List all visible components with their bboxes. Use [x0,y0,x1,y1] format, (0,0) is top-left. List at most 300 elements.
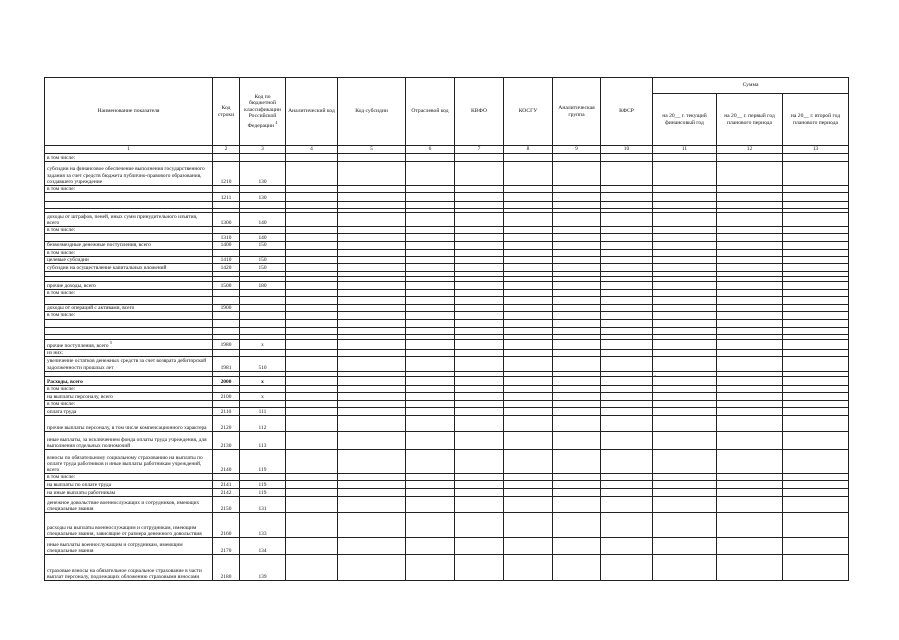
value-cell[interactable] [406,154,455,162]
value-cell[interactable] [406,193,455,202]
value-cell[interactable] [338,305,406,312]
value-cell[interactable] [783,385,849,392]
value-cell[interactable] [406,202,455,209]
value-cell[interactable] [504,154,553,162]
value-cell[interactable] [717,450,783,474]
value-cell[interactable] [504,319,553,327]
value-cell[interactable] [406,290,455,297]
value-cell[interactable] [338,401,406,408]
value-cell[interactable] [601,242,653,249]
value-cell[interactable] [338,555,406,581]
value-cell[interactable] [406,305,455,312]
value-cell[interactable] [286,393,338,401]
value-cell[interactable] [653,154,717,162]
value-cell[interactable] [504,555,553,581]
value-cell[interactable] [717,327,783,334]
value-cell[interactable] [601,312,653,319]
value-cell[interactable] [601,319,653,327]
value-cell[interactable] [455,256,504,263]
value-cell[interactable] [653,213,717,227]
value-cell[interactable] [286,555,338,581]
value-cell[interactable] [504,432,553,450]
value-cell[interactable] [406,450,455,474]
value-cell[interactable] [286,450,338,474]
value-cell[interactable] [717,264,783,272]
value-cell[interactable] [338,282,406,290]
value-cell[interactable] [504,234,553,242]
value-cell[interactable] [286,297,338,305]
value-cell[interactable] [504,393,553,401]
value-cell[interactable] [783,474,849,481]
value-cell[interactable] [553,305,601,312]
value-cell[interactable] [455,356,504,371]
value-cell[interactable] [601,349,653,356]
value-cell[interactable] [553,416,601,432]
value-cell[interactable] [553,385,601,392]
value-cell[interactable] [406,186,455,193]
value-cell[interactable] [653,282,717,290]
value-cell[interactable] [653,290,717,297]
value-cell[interactable] [653,327,717,334]
value-cell[interactable] [553,297,601,305]
value-cell[interactable] [455,193,504,202]
value-cell[interactable] [455,249,504,256]
value-cell[interactable] [406,385,455,392]
value-cell[interactable] [406,481,455,489]
value-cell[interactable] [601,393,653,401]
value-cell[interactable] [601,489,653,497]
value-cell[interactable] [338,327,406,334]
value-cell[interactable] [553,327,601,334]
value-cell[interactable] [553,234,601,242]
value-cell[interactable] [783,481,849,489]
value-cell[interactable] [553,162,601,186]
value-cell[interactable] [455,481,504,489]
value-cell[interactable] [406,256,455,263]
value-cell[interactable] [553,450,601,474]
value-cell[interactable] [553,408,601,416]
value-cell[interactable] [653,162,717,186]
value-cell[interactable] [601,356,653,371]
value-cell[interactable] [338,393,406,401]
value-cell[interactable] [717,538,783,555]
value-cell[interactable] [783,193,849,202]
value-cell[interactable] [783,290,849,297]
value-cell[interactable] [455,385,504,392]
value-cell[interactable] [553,282,601,290]
value-cell[interactable] [286,256,338,263]
value-cell[interactable] [717,356,783,371]
value-cell[interactable] [286,249,338,256]
value-cell[interactable] [717,186,783,193]
value-cell[interactable] [717,401,783,408]
value-cell[interactable] [653,297,717,305]
value-cell[interactable] [653,401,717,408]
value-cell[interactable] [338,385,406,392]
value-cell[interactable] [286,401,338,408]
value-cell[interactable] [783,202,849,209]
value-cell[interactable] [406,282,455,290]
value-cell[interactable] [601,305,653,312]
value-cell[interactable] [653,249,717,256]
value-cell[interactable] [406,513,455,538]
value-cell[interactable] [286,227,338,234]
value-cell[interactable] [286,319,338,327]
value-cell[interactable] [338,290,406,297]
value-cell[interactable] [338,376,406,385]
value-cell[interactable] [406,408,455,416]
value-cell[interactable] [504,290,553,297]
value-cell[interactable] [553,186,601,193]
value-cell[interactable] [455,408,504,416]
value-cell[interactable] [406,249,455,256]
value-cell[interactable] [553,497,601,513]
value-cell[interactable] [783,234,849,242]
value-cell[interactable] [717,312,783,319]
value-cell[interactable] [553,474,601,481]
value-cell[interactable] [783,376,849,385]
value-cell[interactable] [653,193,717,202]
value-cell[interactable] [286,416,338,432]
value-cell[interactable] [653,256,717,263]
value-cell[interactable] [653,408,717,416]
value-cell[interactable] [286,213,338,227]
value-cell[interactable] [286,312,338,319]
value-cell[interactable] [455,349,504,356]
value-cell[interactable] [504,305,553,312]
value-cell[interactable] [783,242,849,249]
value-cell[interactable] [504,538,553,555]
value-cell[interactable] [504,327,553,334]
value-cell[interactable] [286,538,338,555]
value-cell[interactable] [406,393,455,401]
value-cell[interactable] [717,305,783,312]
value-cell[interactable] [455,234,504,242]
value-cell[interactable] [286,513,338,538]
value-cell[interactable] [783,497,849,513]
value-cell[interactable] [504,256,553,263]
value-cell[interactable] [717,227,783,234]
value-cell[interactable] [653,227,717,234]
value-cell[interactable] [553,256,601,263]
value-cell[interactable] [553,202,601,209]
value-cell[interactable] [783,349,849,356]
value-cell[interactable] [455,474,504,481]
value-cell[interactable] [601,339,653,349]
value-cell[interactable] [553,227,601,234]
value-cell[interactable] [601,290,653,297]
value-cell[interactable] [455,213,504,227]
value-cell[interactable] [717,234,783,242]
value-cell[interactable] [286,290,338,297]
value-cell[interactable] [653,385,717,392]
value-cell[interactable] [455,376,504,385]
value-cell[interactable] [783,339,849,349]
value-cell[interactable] [286,305,338,312]
value-cell[interactable] [504,376,553,385]
value-cell[interactable] [504,356,553,371]
value-cell[interactable] [783,162,849,186]
value-cell[interactable] [338,481,406,489]
value-cell[interactable] [406,297,455,305]
value-cell[interactable] [653,264,717,272]
value-cell[interactable] [286,489,338,497]
value-cell[interactable] [338,249,406,256]
value-cell[interactable] [504,408,553,416]
value-cell[interactable] [601,538,653,555]
value-cell[interactable] [717,481,783,489]
value-cell[interactable] [406,339,455,349]
value-cell[interactable] [338,193,406,202]
value-cell[interactable] [653,513,717,538]
value-cell[interactable] [455,264,504,272]
value-cell[interactable] [783,393,849,401]
value-cell[interactable] [455,202,504,209]
value-cell[interactable] [717,162,783,186]
value-cell[interactable] [553,356,601,371]
value-cell[interactable] [286,193,338,202]
value-cell[interactable] [717,497,783,513]
value-cell[interactable] [717,213,783,227]
value-cell[interactable] [504,227,553,234]
value-cell[interactable] [504,193,553,202]
value-cell[interactable] [406,312,455,319]
value-cell[interactable] [653,242,717,249]
value-cell[interactable] [406,213,455,227]
value-cell[interactable] [553,154,601,162]
value-cell[interactable] [783,432,849,450]
value-cell[interactable] [286,376,338,385]
value-cell[interactable] [504,162,553,186]
value-cell[interactable] [653,319,717,327]
value-cell[interactable] [601,297,653,305]
value-cell[interactable] [286,186,338,193]
value-cell[interactable] [504,312,553,319]
value-cell[interactable] [783,249,849,256]
value-cell[interactable] [406,327,455,334]
value-cell[interactable] [601,408,653,416]
value-cell[interactable] [783,256,849,263]
value-cell[interactable] [406,432,455,450]
value-cell[interactable] [455,312,504,319]
value-cell[interactable] [653,186,717,193]
value-cell[interactable] [286,162,338,186]
value-cell[interactable] [504,186,553,193]
value-cell[interactable] [553,432,601,450]
value-cell[interactable] [406,356,455,371]
value-cell[interactable] [406,401,455,408]
value-cell[interactable] [783,186,849,193]
value-cell[interactable] [504,450,553,474]
value-cell[interactable] [783,538,849,555]
value-cell[interactable] [406,497,455,513]
value-cell[interactable] [504,474,553,481]
value-cell[interactable] [783,213,849,227]
value-cell[interactable] [338,513,406,538]
value-cell[interactable] [601,256,653,263]
value-cell[interactable] [286,349,338,356]
value-cell[interactable] [455,555,504,581]
value-cell[interactable] [783,227,849,234]
value-cell[interactable] [455,497,504,513]
value-cell[interactable] [717,282,783,290]
value-cell[interactable] [338,297,406,305]
value-cell[interactable] [601,432,653,450]
value-cell[interactable] [717,242,783,249]
value-cell[interactable] [338,416,406,432]
value-cell[interactable] [653,349,717,356]
value-cell[interactable] [338,213,406,227]
value-cell[interactable] [455,290,504,297]
value-cell[interactable] [455,186,504,193]
value-cell[interactable] [338,256,406,263]
value-cell[interactable] [455,416,504,432]
value-cell[interactable] [286,385,338,392]
value-cell[interactable] [338,202,406,209]
value-cell[interactable] [601,474,653,481]
value-cell[interactable] [783,305,849,312]
value-cell[interactable] [783,319,849,327]
value-cell[interactable] [286,154,338,162]
value-cell[interactable] [783,489,849,497]
value-cell[interactable] [455,242,504,249]
value-cell[interactable] [653,416,717,432]
value-cell[interactable] [653,393,717,401]
value-cell[interactable] [717,474,783,481]
value-cell[interactable] [783,356,849,371]
value-cell[interactable] [553,290,601,297]
value-cell[interactable] [286,242,338,249]
value-cell[interactable] [504,349,553,356]
value-cell[interactable] [653,312,717,319]
value-cell[interactable] [653,376,717,385]
value-cell[interactable] [783,555,849,581]
value-cell[interactable] [653,202,717,209]
value-cell[interactable] [455,538,504,555]
value-cell[interactable] [553,401,601,408]
value-cell[interactable] [338,408,406,416]
value-cell[interactable] [601,555,653,581]
value-cell[interactable] [601,416,653,432]
value-cell[interactable] [601,385,653,392]
value-cell[interactable] [783,297,849,305]
value-cell[interactable] [286,234,338,242]
value-cell[interactable] [406,242,455,249]
value-cell[interactable] [553,242,601,249]
value-cell[interactable] [653,450,717,474]
value-cell[interactable] [553,213,601,227]
value-cell[interactable] [717,290,783,297]
value-cell[interactable] [717,349,783,356]
value-cell[interactable] [717,408,783,416]
value-cell[interactable] [717,416,783,432]
value-cell[interactable] [455,154,504,162]
value-cell[interactable] [783,408,849,416]
value-cell[interactable] [783,327,849,334]
value-cell[interactable] [653,474,717,481]
value-cell[interactable] [338,489,406,497]
value-cell[interactable] [553,538,601,555]
value-cell[interactable] [601,376,653,385]
value-cell[interactable] [455,489,504,497]
value-cell[interactable] [653,305,717,312]
value-cell[interactable] [783,513,849,538]
value-cell[interactable] [601,227,653,234]
value-cell[interactable] [338,349,406,356]
value-cell[interactable] [553,481,601,489]
value-cell[interactable] [455,450,504,474]
value-cell[interactable] [601,234,653,242]
value-cell[interactable] [455,393,504,401]
value-cell[interactable] [504,213,553,227]
value-cell[interactable] [455,162,504,186]
value-cell[interactable] [406,227,455,234]
value-cell[interactable] [455,401,504,408]
value-cell[interactable] [455,327,504,334]
value-cell[interactable] [717,297,783,305]
value-cell[interactable] [455,282,504,290]
value-cell[interactable] [717,249,783,256]
value-cell[interactable] [504,242,553,249]
value-cell[interactable] [286,356,338,371]
value-cell[interactable] [601,202,653,209]
value-cell[interactable] [717,319,783,327]
value-cell[interactable] [601,154,653,162]
value-cell[interactable] [717,193,783,202]
value-cell[interactable] [406,162,455,186]
value-cell[interactable] [717,393,783,401]
value-cell[interactable] [553,312,601,319]
value-cell[interactable] [338,242,406,249]
value-cell[interactable] [338,227,406,234]
value-cell[interactable] [338,356,406,371]
value-cell[interactable] [286,327,338,334]
value-cell[interactable] [504,297,553,305]
value-cell[interactable] [717,513,783,538]
value-cell[interactable] [504,264,553,272]
value-cell[interactable] [338,497,406,513]
value-cell[interactable] [553,249,601,256]
value-cell[interactable] [783,450,849,474]
value-cell[interactable] [338,450,406,474]
value-cell[interactable] [653,481,717,489]
value-cell[interactable] [338,234,406,242]
value-cell[interactable] [406,349,455,356]
value-cell[interactable] [286,408,338,416]
value-cell[interactable] [504,339,553,349]
value-cell[interactable] [553,555,601,581]
value-cell[interactable] [717,154,783,162]
value-cell[interactable] [286,474,338,481]
value-cell[interactable] [717,376,783,385]
value-cell[interactable] [653,555,717,581]
value-cell[interactable] [601,213,653,227]
value-cell[interactable] [717,489,783,497]
value-cell[interactable] [504,513,553,538]
value-cell[interactable] [553,264,601,272]
value-cell[interactable] [504,282,553,290]
value-cell[interactable] [406,376,455,385]
value-cell[interactable] [601,282,653,290]
value-cell[interactable] [653,234,717,242]
value-cell[interactable] [504,249,553,256]
value-cell[interactable] [338,538,406,555]
value-cell[interactable] [601,497,653,513]
value-cell[interactable] [601,327,653,334]
value-cell[interactable] [455,319,504,327]
value-cell[interactable] [504,416,553,432]
value-cell[interactable] [783,401,849,408]
